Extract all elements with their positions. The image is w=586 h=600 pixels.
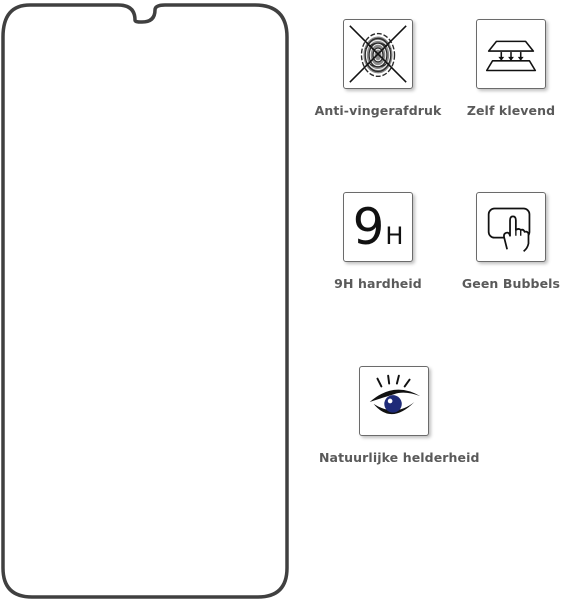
feature-anti-fingerprint (303, 19, 453, 118)
feature-label: Zelf klevend (466, 103, 556, 118)
feature-natural-clarity (319, 366, 480, 465)
hardness-9h-icon (343, 192, 413, 262)
hardness-number: 9 (352, 198, 385, 256)
feature-label: Anti-vingerafdruk (314, 103, 442, 118)
feature-no-bubbles (436, 192, 586, 291)
eye-icon (359, 366, 429, 436)
feature-label: Natuurlijke helderheid (319, 450, 480, 465)
finger-touch-icon (476, 192, 546, 262)
hardness-unit: H (385, 222, 404, 250)
feature-self-adhesive (436, 19, 586, 118)
fingerprint-crossed-icon (343, 19, 413, 89)
feature-9h-hardness (303, 192, 453, 291)
feature-label: 9H hardheid (334, 276, 422, 291)
layers-press-icon (476, 19, 546, 89)
feature-label: Geen Bubbels (461, 276, 561, 291)
